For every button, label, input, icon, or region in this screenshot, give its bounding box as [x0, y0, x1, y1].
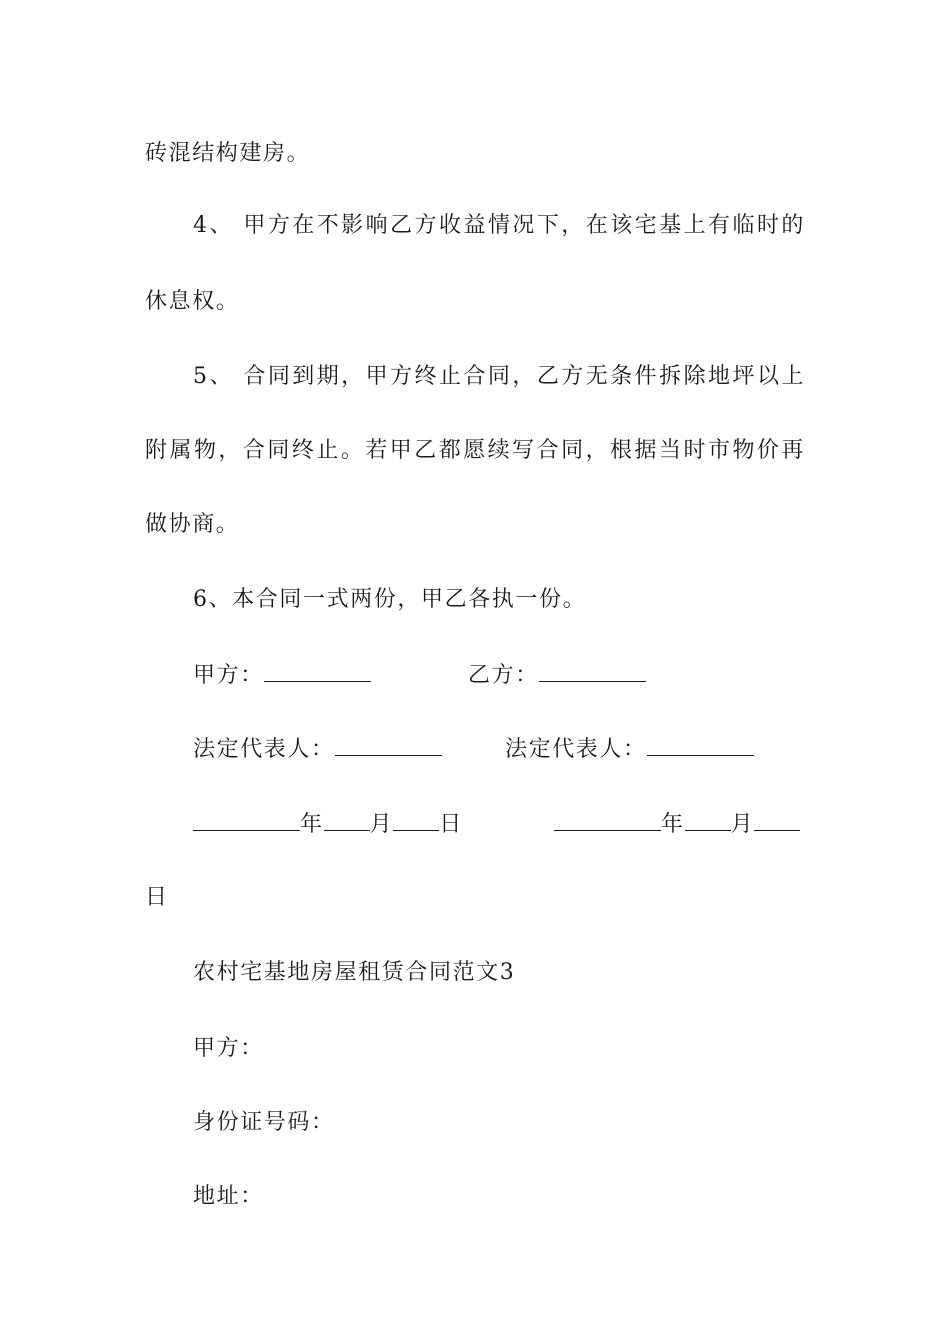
clause-4-line-1: 4、 甲方在不影响乙方收益情况下，在该宅基上有临时的: [193, 213, 805, 238]
rep-a-label: 法定代表人：: [193, 737, 335, 762]
month-label: 月: [730, 812, 755, 837]
clause-5-line-1: 5、 合同到期，甲方终止合同，乙方无条件拆除地坪以上: [193, 364, 805, 389]
date-a: [193, 810, 463, 839]
year-blank: [554, 810, 661, 831]
clause-5-line-2: 附属物，合同终止。若甲乙都愿续写合同，根据当时市物价再: [145, 438, 805, 463]
party-a-signature: [193, 661, 371, 690]
date-b-day-label: 日: [145, 885, 169, 910]
day-label: 日: [439, 812, 463, 837]
month-blank: [685, 810, 731, 831]
date-b: [554, 810, 800, 839]
party-a-blank: [264, 661, 371, 682]
day-blank: [393, 810, 439, 831]
address-field: 地址：: [193, 1184, 264, 1209]
rep-b-signature: [505, 735, 754, 764]
year-label: 年: [300, 812, 324, 837]
rep-a-blank: [335, 735, 442, 756]
month-blank: [324, 810, 370, 831]
year-blank: [193, 810, 300, 831]
rep-b-blank: [647, 735, 754, 756]
party-b-signature: [468, 661, 646, 690]
section-title: 农村宅基地房屋租赁合同范文3: [193, 960, 516, 985]
rep-b-label: 法定代表人：: [505, 737, 647, 762]
month-label: 月: [369, 812, 394, 837]
year-label: 年: [661, 812, 685, 837]
paragraph-line: 砖混结构建房。: [145, 141, 311, 166]
party-b-label: 乙方：: [468, 663, 539, 688]
day-blank: [754, 810, 800, 831]
party-b-blank: [539, 661, 646, 682]
rep-a-signature: [193, 735, 442, 764]
party-a-label: 甲方：: [193, 663, 264, 688]
id-number-field: 身份证号码：: [193, 1110, 335, 1135]
clause-4-line-2: 休息权。: [145, 289, 240, 314]
clause-6: 6、本合同一式两份，甲乙各执一份。: [193, 587, 587, 612]
party-a-field: 甲方：: [193, 1036, 264, 1061]
clause-5-line-3: 做协商。: [145, 512, 240, 537]
